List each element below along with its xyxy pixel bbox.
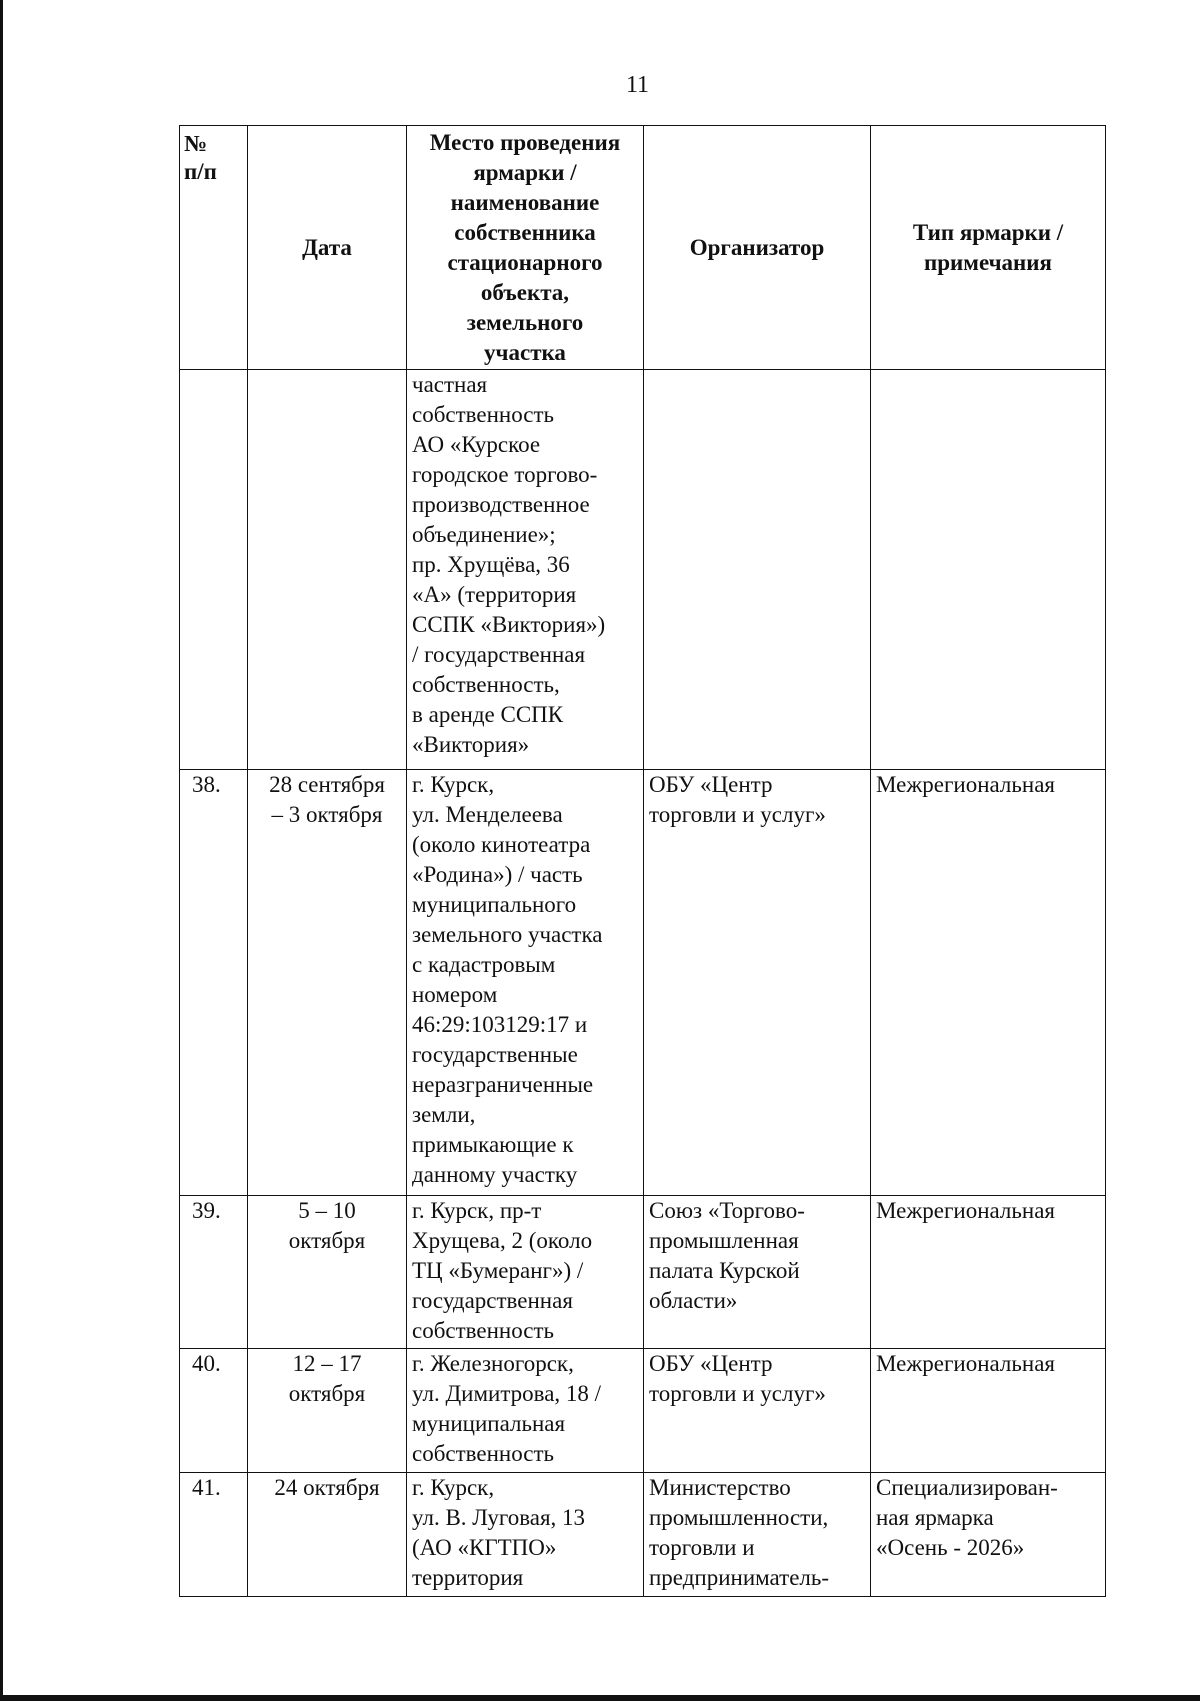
row-place: г. Курск, ул. Менделеева (около кинотеатра «Родина») / часть муниципального земельного участка с кадастровым номером 46:29:103129:17 и государственные неразграниченные земли, примыкающие к данному участку [407,770,644,1196]
row-number: 38. [180,770,248,1196]
row-organizer: Союз «Торгово- промышленная палата Курской области» [644,1196,871,1349]
scan-edge-bottom [0,1695,1200,1701]
header-number: № п/п [180,126,248,370]
row-organizer: Министерство промышленности, торговли и предприниматель- [644,1473,871,1597]
table-row [180,370,1106,770]
row-organizer: ОБУ «Центр торговли и услуг» [644,770,871,1196]
table-row [180,1196,1106,1349]
row-type: Межрегиональная [871,770,1106,1196]
row-date: 5 – 10 октября [248,1196,407,1349]
table-row [180,1349,1106,1473]
row-place: частная собственность АО «Курское городское торгово- производственное объединение»; пр. Хрущёва, 36 «А» (территория ССПК «Виктория») / государственная собственность, в аренде ССПК «Виктория» [407,370,644,770]
page-number: 11 [625,72,650,98]
table-header-row [180,126,1106,370]
row-place: г. Курск, пр-т Хрущева, 2 (около ТЦ «Бумеранг») / государственная собственность [407,1196,644,1349]
row-type [871,370,1106,770]
row-type: Межрегиональная [871,1196,1106,1349]
row-organizer: ОБУ «Центр торговли и услуг» [644,1349,871,1473]
scan-edge-left [0,0,3,1701]
header-place: Место проведения ярмарки / наименование собственника стационарного объекта, земельного участка [407,126,644,370]
row-number: 39. [180,1196,248,1349]
row-date: 28 сентября – 3 октября [248,770,407,1196]
row-date [248,370,407,770]
row-date: 12 – 17 октября [248,1349,407,1473]
row-number [180,370,248,770]
row-date: 24 октября [248,1473,407,1597]
header-organizer: Организатор [644,126,871,370]
row-place: г. Железногорск, ул. Димитрова, 18 / муниципальная собственность [407,1349,644,1473]
row-organizer [644,370,871,770]
header-type: Тип ярмарки / примечания [871,126,1106,370]
row-type: Специализирован- ная ярмарка «Осень - 2026» [871,1473,1106,1597]
row-number: 41. [180,1473,248,1597]
table-row [180,770,1106,1196]
header-date: Дата [248,126,407,370]
row-place: г. Курск, ул. В. Луговая, 13 (АО «КГТПО» территория [407,1473,644,1597]
fairs-table [179,125,1106,1597]
table-row [180,1473,1106,1597]
row-number: 40. [180,1349,248,1473]
row-type: Межрегиональная [871,1349,1106,1473]
